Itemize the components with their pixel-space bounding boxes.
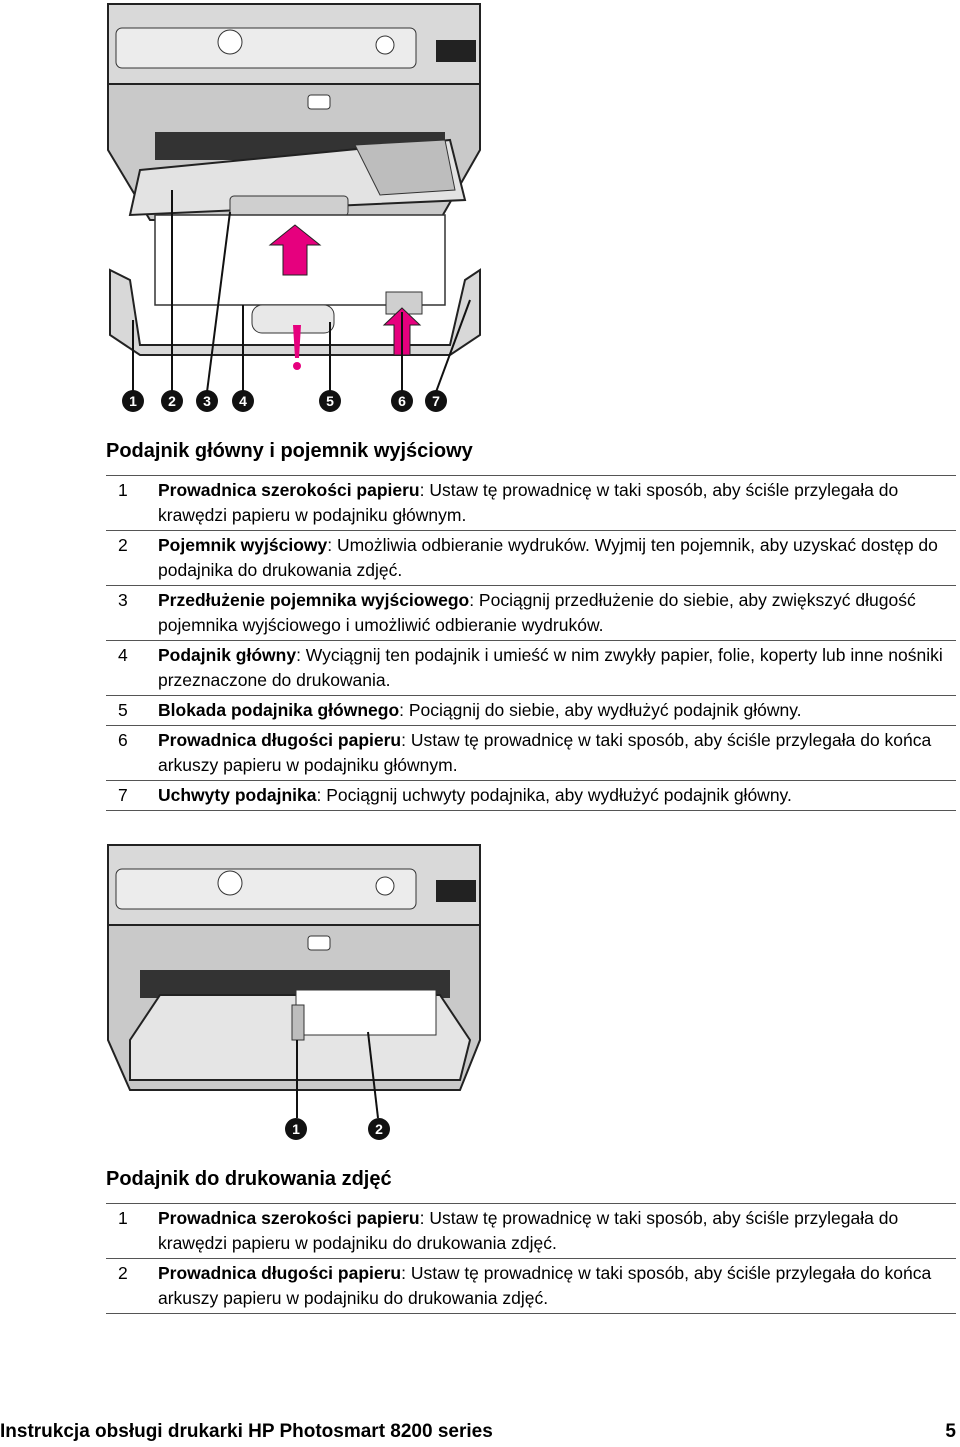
description: : Ustaw tę prowadnicę w taki sposób, aby ściśle przylegała do krawędzi papieru w podajniku do drukowania zdjęć. [158,1208,899,1253]
page-number: 5 [945,1421,956,1442]
table-row: 1 Prowadnica szerokości papieru: Ustaw tę prowadnicę w taki sposób, aby ściśle przylegała do krawędzi papieru w podajniku do drukowania zdjęć. [106,1204,956,1259]
legend-table-main-tray [106,475,956,811]
term: Prowadnica długości papieru [158,1263,402,1283]
table-row: 6 Prowadnica długości papieru: Ustaw tę prowadnicę w taki sposób, aby ściśle przylegała do końca arkuszy papieru w podajniku głównym. [106,726,956,781]
legend-table-photo-tray [106,1203,956,1314]
section-title-main-tray: Podajnik główny i pojemnik wyjściowy [106,440,473,462]
description: : Pociągnij do siebie, aby wydłużyć podajnik główny. [399,700,802,720]
table-row: 3 Przedłużenie pojemnika wyjściowego: Pociągnij przedłużenie do siebie, aby zwiększyć długość pojemnika wyjściowego i umożliwić odbieranie wydruków. [106,586,956,641]
callout-6: 6 [391,390,413,412]
term: Uchwyty podajnika [158,785,317,805]
printer-main-tray-illustration [100,0,490,420]
description: : Ustaw tę prowadnicę w taki sposób, aby ściśle przylegała do końca arkuszy papieru w podajniku do drukowania zdjęć. [158,1263,932,1308]
term: Przedłużenie pojemnika wyjściowego [158,590,470,610]
callout-4: 4 [232,390,254,412]
printer-photo-tray-illustration [100,840,490,1120]
description: : Umożliwia odbieranie wydruków. Wyjmij ten pojemnik, aby uzyskać dostęp do podajnika do drukowania zdjęć. [158,535,938,580]
table-row: 4 Podajnik główny: Wyciągnij ten podajnik i umieść w nim zwykły papier, folie, koperty lub inne nośniki przeznaczone do drukowania. [106,641,956,696]
callout-7: 7 [425,390,447,412]
term: Prowadnica szerokości papieru [158,480,420,500]
term: Blokada podajnika głównego [158,700,400,720]
description: : Ustaw tę prowadnicę w taki sposób, aby ściśle przylegała do krawędzi papieru w podajniku głównym. [158,480,899,525]
callout-3: 3 [196,390,218,412]
term: Pojemnik wyjściowy [158,535,328,555]
table-row: 5 Blokada podajnika głównego: Pociągnij do siebie, aby wydłużyć podajnik główny. [106,696,956,726]
page-footer [0,1421,956,1443]
term: Prowadnica długości papieru [158,730,402,750]
table-row: 2 Prowadnica długości papieru: Ustaw tę prowadnicę w taki sposób, aby ściśle przylegała do końca arkuszy papieru w podajniku do drukowania zdjęć. [106,1259,956,1314]
description: : Ustaw tę prowadnicę w taki sposób, aby ściśle przylegała do końca arkuszy papieru w podajniku głównym. [158,730,932,775]
term: Prowadnica szerokości papieru [158,1208,420,1228]
section-title-photo-tray: Podajnik do drukowania zdjęć [106,1168,392,1190]
term: Podajnik główny [158,645,297,665]
callout-1: 1 [285,1118,307,1140]
description: : Wyciągnij ten podajnik i umieść w nim zwykły papier, folie, koperty lub inne nośniki przeznaczone do drukowania. [158,645,943,690]
description: : Pociągnij przedłużenie do siebie, aby zwiększyć długość pojemnika wyjściowego i umożliwić odbieranie wydruków. [158,590,916,635]
table-row: 2 Pojemnik wyjściowy: Umożliwia odbieranie wydruków. Wyjmij ten pojemnik, aby uzyskać dostęp do podajnika do drukowania zdjęć. [106,531,956,586]
callout-1: 1 [122,390,144,412]
description: : Pociągnij uchwyty podajnika, aby wydłużyć podajnik główny. [316,785,792,805]
callout-2: 2 [161,390,183,412]
table-row: 7 Uchwyty podajnika: Pociągnij uchwyty podajnika, aby wydłużyć podajnik główny. [106,781,956,811]
footer-title: Instrukcja obsługi drukarki HP Photosmart 8200 series [0,1421,493,1442]
callout-2: 2 [368,1118,390,1140]
table-row: 1 Prowadnica szerokości papieru: Ustaw tę prowadnicę w taki sposób, aby ściśle przylegała do krawędzi papieru w podajniku głównym. [106,476,956,531]
callout-5: 5 [319,390,341,412]
